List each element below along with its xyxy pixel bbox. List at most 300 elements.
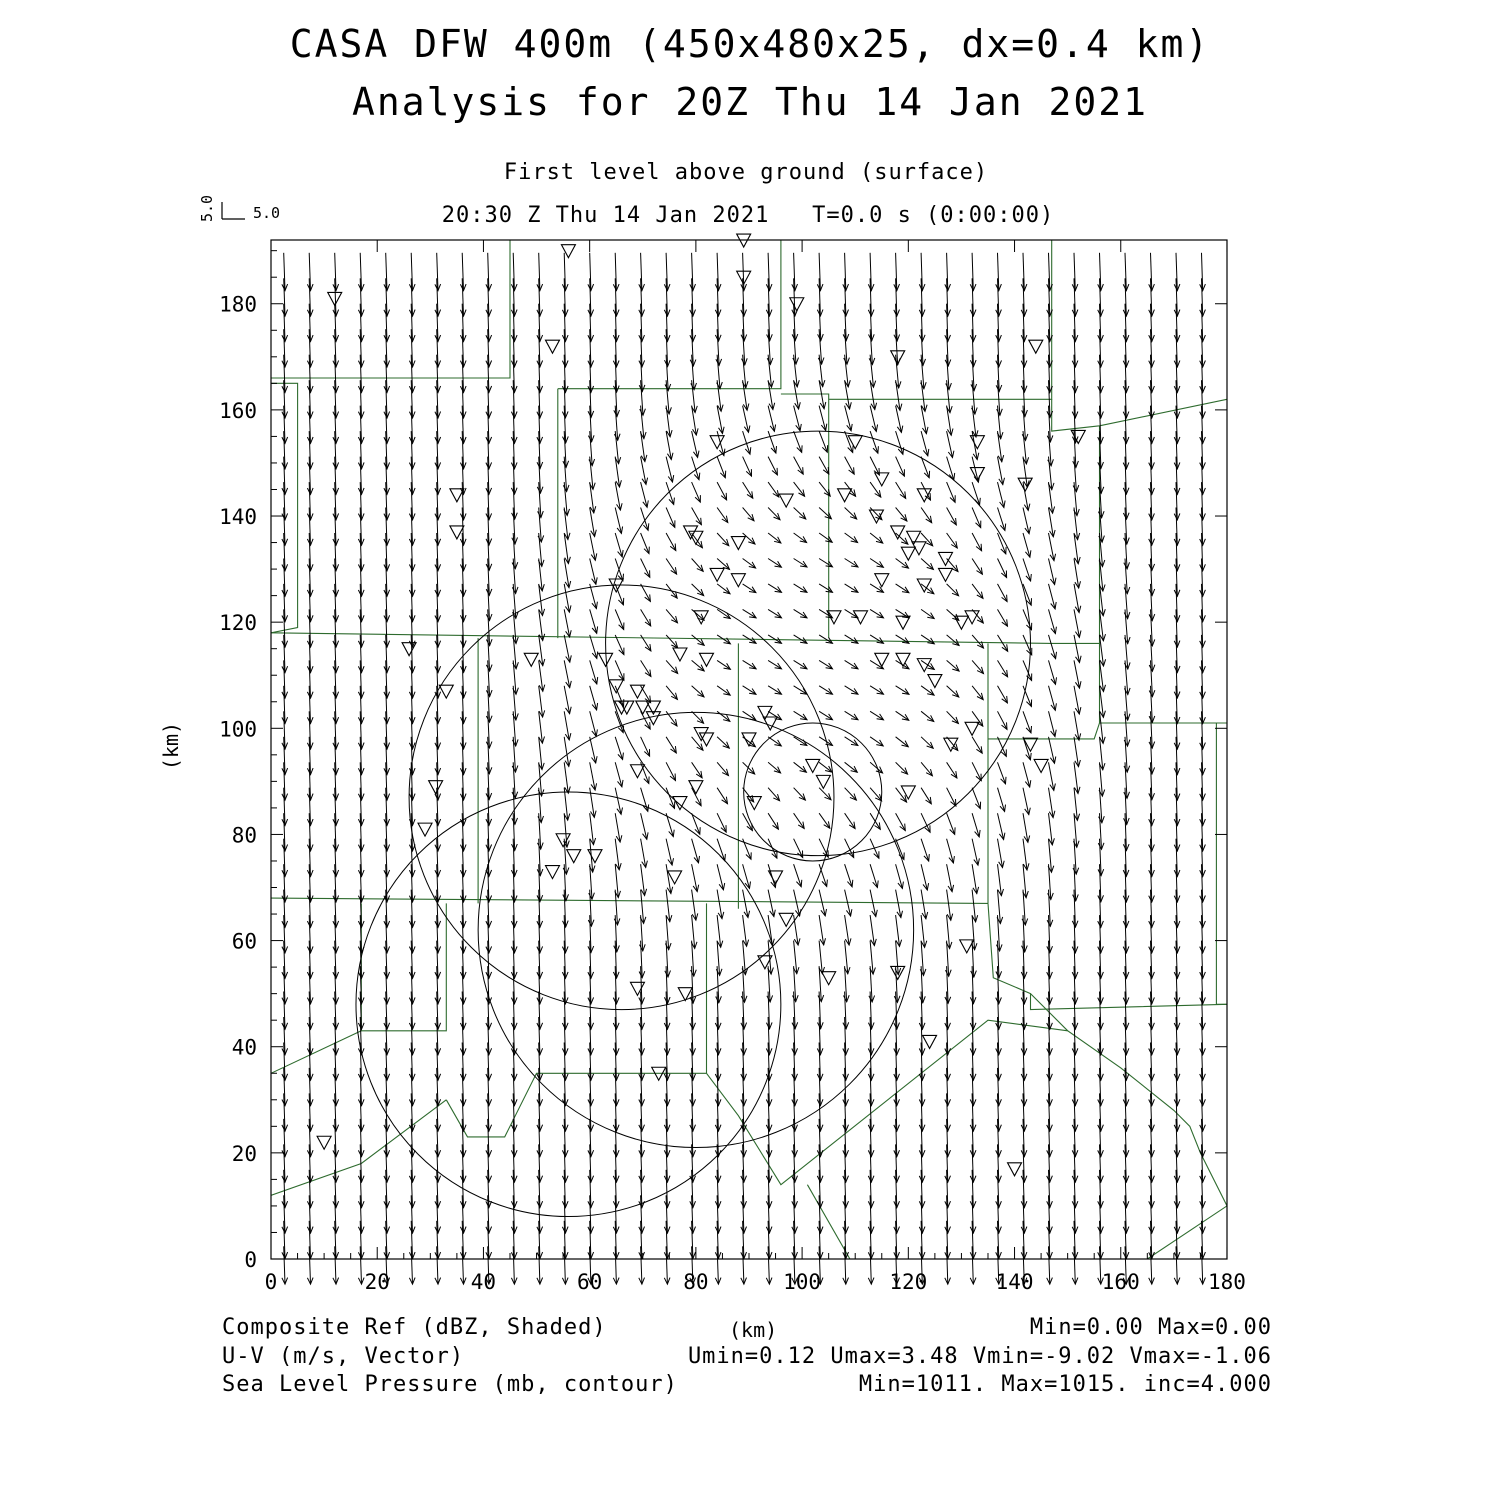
wind-vector (998, 482, 1006, 507)
wind-vector (845, 788, 857, 800)
y-tick-label: 160 (219, 398, 257, 423)
wind-vector (666, 737, 676, 753)
wind-vector (921, 762, 932, 776)
wind-vector (845, 355, 851, 387)
wind-vector (717, 813, 726, 832)
wind-vector (1049, 711, 1057, 736)
wind-vector (794, 457, 804, 475)
valid-time-label: 20:30 Z Thu 14 Jan 2021 T=0.0 s (0:00:00) (441, 203, 1055, 228)
wind-vector (845, 508, 857, 520)
wind-vector (743, 686, 756, 695)
wind-vector (641, 508, 649, 531)
wind-vector (870, 788, 882, 801)
wind-vector (768, 533, 781, 543)
x-tick-label: 100 (783, 1270, 822, 1294)
wind-vector (641, 839, 648, 868)
station-marker (418, 823, 432, 836)
wind-vector (998, 864, 1004, 896)
wind-vector (896, 584, 909, 593)
wind-vector (717, 584, 730, 594)
wind-vector (819, 508, 831, 519)
wind-vector (870, 711, 883, 720)
wind-vector (1049, 660, 1057, 684)
wind-vector (613, 253, 619, 291)
wind-vector (717, 762, 728, 775)
wind-vector (768, 584, 781, 592)
y-axis-label: (km) (159, 721, 183, 771)
wind-vector (717, 788, 727, 804)
footer-wind-label: U-V (m/s, Vector) (222, 1344, 465, 1369)
station-marker (689, 781, 703, 794)
station-marker (901, 547, 915, 560)
county-boundary-line (271, 1100, 446, 1196)
station-marker (938, 568, 952, 581)
wind-vector (692, 788, 702, 806)
station-marker (1034, 759, 1048, 772)
station-marker (673, 648, 687, 661)
wind-vector (768, 788, 780, 801)
x-tick-label: 180 (1208, 1270, 1246, 1294)
wind-vector (768, 890, 775, 917)
wind-vector (870, 457, 879, 475)
wind-vector (896, 762, 908, 774)
wind-vector (896, 559, 909, 569)
wind-vector (1023, 711, 1032, 733)
wind-vector (845, 762, 858, 772)
wind-vector (692, 559, 704, 572)
station-marker (790, 298, 804, 311)
wind-vector (870, 431, 878, 453)
wind-vector (819, 457, 829, 474)
county-boundary-line (1100, 426, 1228, 723)
wind-vector (564, 711, 571, 740)
station-marker (779, 494, 793, 507)
wind-vector (717, 737, 729, 748)
wind-vector (692, 737, 703, 751)
wind-vector (639, 253, 645, 291)
wind-vector (947, 508, 957, 525)
wind-vector (666, 762, 675, 780)
station-marker (869, 510, 883, 523)
wind-vector (819, 839, 828, 858)
wind-vector (588, 253, 594, 291)
wind-vector (972, 762, 981, 780)
wind-vector (692, 813, 701, 834)
station-marker (694, 728, 708, 741)
wind-vector (794, 915, 800, 945)
station-marker (965, 722, 979, 735)
wind-vector (998, 711, 1008, 729)
wind-vector (537, 253, 543, 291)
wind-vector (870, 864, 878, 887)
wind-vector (794, 635, 807, 643)
station-marker (317, 1136, 331, 1149)
wind-vector (845, 686, 858, 694)
wind-vector (996, 253, 1002, 291)
wind-vector (972, 533, 982, 551)
station-marker (816, 775, 830, 788)
wind-vector (794, 482, 805, 496)
wind-vector (947, 482, 956, 502)
wind-vector (972, 788, 981, 809)
wind-vector (819, 915, 825, 945)
y-tick-label: 20 (231, 1141, 257, 1166)
wind-vector (717, 915, 723, 947)
station-marker (965, 611, 979, 624)
wind-vector (972, 711, 983, 726)
wind-vector (692, 864, 699, 891)
wind-vector (845, 813, 856, 828)
wind-vector (564, 609, 571, 637)
wind-vector (947, 431, 954, 458)
county-boundary-line (829, 240, 1052, 399)
station-marker (901, 786, 915, 799)
county-boundary-line (271, 898, 988, 903)
wind-vector (870, 686, 883, 694)
wind-vector (819, 431, 828, 452)
station-marker (875, 574, 889, 587)
wind-vector (1074, 737, 1080, 767)
wind-vector (768, 406, 776, 432)
x-tick-label: 80 (683, 1270, 709, 1294)
wind-vector (1049, 686, 1057, 711)
station-marker (970, 436, 984, 449)
station-marker (545, 340, 559, 353)
wind-vector (972, 584, 983, 599)
wind-vector (460, 253, 466, 291)
wind-vector (870, 406, 878, 432)
wind-vector (896, 686, 909, 695)
pressure-contour (478, 712, 914, 1147)
wind-vector (1023, 584, 1032, 605)
wind-vector (1074, 660, 1081, 688)
wind-vector (1049, 762, 1056, 790)
wind-vector (717, 559, 729, 570)
wind-vector (972, 839, 979, 866)
wind-vector (1074, 711, 1081, 740)
wind-vector (590, 813, 596, 845)
wind-vector (717, 431, 725, 456)
wind-vector (1049, 635, 1057, 659)
wind-vector (539, 686, 545, 717)
wind-vector (947, 686, 959, 697)
pressure-contour (744, 723, 882, 861)
station-marker (731, 537, 745, 550)
pressure-contours (356, 431, 1030, 1216)
wind-vector (562, 253, 568, 291)
wind-vector (819, 406, 827, 431)
wind-vector (1074, 686, 1081, 714)
footer-composite-label: Composite Ref (dBZ, Shaded) (222, 1315, 607, 1340)
wind-vector (998, 686, 1008, 703)
wind-vector (1023, 788, 1030, 815)
wind-vector (590, 788, 596, 818)
wind-vector (615, 711, 623, 732)
wind-vector (590, 686, 598, 710)
wind-vector (896, 711, 909, 720)
wind-vector (1023, 431, 1029, 464)
wind-vector (1023, 813, 1030, 842)
county-boundary-line (1216, 723, 1227, 1004)
wind-vector (564, 686, 571, 714)
wind-vector (1049, 559, 1057, 585)
station-marker (545, 866, 559, 879)
y-tick-label: 100 (219, 717, 257, 742)
wind-vector (896, 890, 903, 918)
wind-vector (692, 890, 698, 921)
county-boundary-line (807, 1185, 850, 1259)
wind-vector (615, 660, 624, 680)
station-marker (923, 1035, 937, 1048)
wind-vector (614, 915, 620, 952)
wind-vector (870, 635, 883, 643)
wind-vector (896, 508, 907, 522)
wind-vector (921, 915, 927, 947)
wind-vector (590, 762, 597, 790)
wind-vector (870, 660, 883, 668)
x-axis-label: (km) (729, 1318, 778, 1342)
wind-vector (972, 635, 983, 648)
wind-vector (743, 660, 757, 668)
chart-title-line-2: Analysis for 20Z Thu 14 Jan 2021 (351, 80, 1149, 124)
wind-vector (972, 559, 982, 575)
wind-vector (641, 660, 651, 676)
station-marker (747, 797, 761, 810)
station-marker (960, 940, 974, 953)
wind-vector (690, 253, 696, 291)
wind-vector (768, 431, 776, 453)
wind-vector (1074, 762, 1080, 793)
wind-vector (615, 788, 622, 815)
wind-vector (615, 686, 624, 706)
wind-vector (947, 660, 960, 671)
x-tick-label: 0 (264, 1270, 278, 1294)
wind-vector (590, 737, 597, 763)
wind-vector (896, 635, 909, 643)
wind-vector (845, 864, 853, 887)
wind-vector (768, 355, 774, 388)
wind-vector (768, 508, 780, 520)
wind-vector (692, 584, 704, 596)
station-marker (891, 526, 905, 539)
wind-vector (1049, 609, 1057, 633)
wind-vector (947, 457, 955, 480)
y-tick-label: 120 (219, 611, 257, 636)
wind-vector (794, 813, 805, 828)
wind-vector (717, 457, 726, 478)
wind-vector (435, 253, 441, 291)
wind-vector (692, 711, 704, 723)
x-tick-label: 120 (889, 1270, 928, 1294)
wind-vector (947, 890, 953, 921)
wind-vector (1174, 253, 1180, 291)
footer-pressure-label: Sea Level Pressure (mb, contour) (222, 1372, 678, 1397)
wind-vector (717, 533, 729, 546)
wind-vector (743, 915, 749, 946)
station-marker (917, 659, 931, 672)
wind-vector (998, 609, 1008, 626)
wind-vector (998, 584, 1008, 602)
wind-vector (972, 864, 979, 893)
wind-vector (819, 533, 832, 542)
wind-vector (921, 788, 931, 804)
station-marker (429, 781, 443, 794)
wind-vector (1149, 253, 1155, 291)
wind-vector (641, 482, 649, 507)
wind-vector (590, 635, 598, 659)
wind-vector (715, 253, 721, 291)
wind-vector (794, 660, 807, 668)
wind-vector (998, 660, 1008, 676)
wind-vector (921, 890, 928, 919)
wind-vector (870, 609, 883, 617)
wind-vector (768, 813, 778, 829)
wind-vector (666, 533, 676, 551)
wind-vector (845, 660, 858, 668)
wind-vector (641, 762, 650, 783)
wind-vector (919, 253, 925, 291)
wind-vector (590, 609, 598, 633)
wind-vector (743, 559, 756, 569)
y-tick-label: 0 (244, 1248, 257, 1272)
wind-vector (794, 355, 800, 387)
wind-vector (794, 559, 807, 568)
wind-vector (947, 788, 956, 806)
x-tick-label: 40 (470, 1270, 497, 1294)
wind-vector (896, 864, 904, 888)
wind-vector (717, 839, 725, 861)
wind-vector (692, 660, 705, 671)
wind-vector (947, 864, 954, 892)
wind-vector (921, 533, 933, 546)
station-marker (450, 526, 464, 539)
wind-vector (564, 660, 571, 687)
wind-vector (794, 584, 807, 592)
wind-vector (998, 762, 1007, 784)
wind-vector (615, 609, 624, 629)
station-marker (1008, 1163, 1022, 1176)
wind-vector (896, 788, 907, 802)
wind-vector (564, 762, 570, 793)
wind-vector (794, 431, 803, 452)
wind-vector (870, 482, 881, 497)
wind-vector (947, 711, 959, 723)
wind-vector (970, 253, 976, 291)
wind-vector (870, 559, 883, 568)
station-marker (439, 685, 453, 698)
wind-vector (870, 737, 883, 746)
wind-vector (664, 253, 670, 291)
wind-vector (819, 686, 832, 694)
wind-vector (641, 533, 650, 554)
wind-vector (743, 584, 756, 593)
wind-vector (666, 508, 675, 528)
footer-wind-stats: Umin=0.12 Umax=3.48 Vmin=-9.02 Vmax=-1.06 (687, 1344, 1272, 1369)
wind-vector (1074, 635, 1081, 663)
wind-vector (921, 559, 933, 570)
y-tick-label: 60 (231, 929, 257, 954)
wind-vector (641, 737, 650, 756)
level-label: First level above ground (surface) (503, 160, 989, 185)
county-boundary-line (361, 903, 446, 1030)
wind-vector (921, 609, 934, 618)
wind-vector (615, 737, 623, 760)
wind-vector (819, 711, 832, 719)
wind-vector (921, 635, 934, 644)
county-boundary-line (271, 240, 510, 378)
wind-vector (1023, 508, 1031, 534)
station-marker (806, 759, 820, 772)
wind-vector (615, 533, 623, 557)
wind-vector (896, 737, 909, 747)
county-boundary-line (707, 1020, 1228, 1206)
wind-vector (641, 711, 651, 729)
wind-vector (972, 686, 983, 700)
wind-vector (511, 253, 517, 291)
wind-vector (1098, 253, 1104, 291)
wind-vector (819, 355, 825, 387)
wind-vector (666, 839, 673, 865)
wind-vector (845, 406, 853, 431)
wind-vector (1023, 609, 1032, 629)
wind-vector (1049, 584, 1057, 609)
wind-vector (819, 584, 832, 592)
wind-vector (819, 660, 832, 668)
wind-vector (768, 686, 781, 694)
wind-vector (947, 762, 957, 778)
wind-vector (666, 660, 678, 673)
wind-vector (921, 508, 932, 523)
pressure-contour (606, 431, 1031, 856)
wind-vector (1072, 253, 1078, 291)
wind-vector (641, 864, 647, 895)
wind-vector (794, 609, 807, 617)
wind-vector (819, 864, 827, 886)
station-marker (700, 653, 714, 666)
station-marker (710, 436, 724, 449)
wind-vector (1074, 609, 1081, 637)
wind-vector (717, 660, 730, 669)
station-marker (822, 972, 836, 985)
wind-vector (615, 762, 623, 787)
wind-vector (409, 253, 415, 291)
wind-vector (692, 482, 701, 502)
wind-vector (845, 635, 858, 643)
wind-vector (947, 380, 953, 413)
station-marker (567, 850, 581, 863)
wind-vector (768, 559, 781, 568)
station-marker (710, 568, 724, 581)
wind-vector (692, 635, 705, 645)
wind-vector (945, 253, 951, 291)
x-tick-label: 20 (364, 1270, 390, 1294)
wind-vector (819, 635, 832, 643)
wind-vector (947, 839, 955, 863)
wind-vector (817, 253, 823, 291)
wind-vector (743, 457, 752, 477)
wind-vector (641, 686, 651, 703)
wind-vector (870, 533, 883, 543)
wind-vector (792, 253, 798, 291)
wind-vector (1200, 253, 1206, 291)
wind-vector (845, 711, 858, 719)
wind-vector (717, 482, 727, 500)
station-marker (630, 685, 644, 698)
wind-vector (1049, 737, 1056, 764)
wind-vector (921, 711, 934, 721)
reference-vector-y-label: 5.0 (198, 194, 216, 222)
wind-vector (947, 813, 956, 834)
